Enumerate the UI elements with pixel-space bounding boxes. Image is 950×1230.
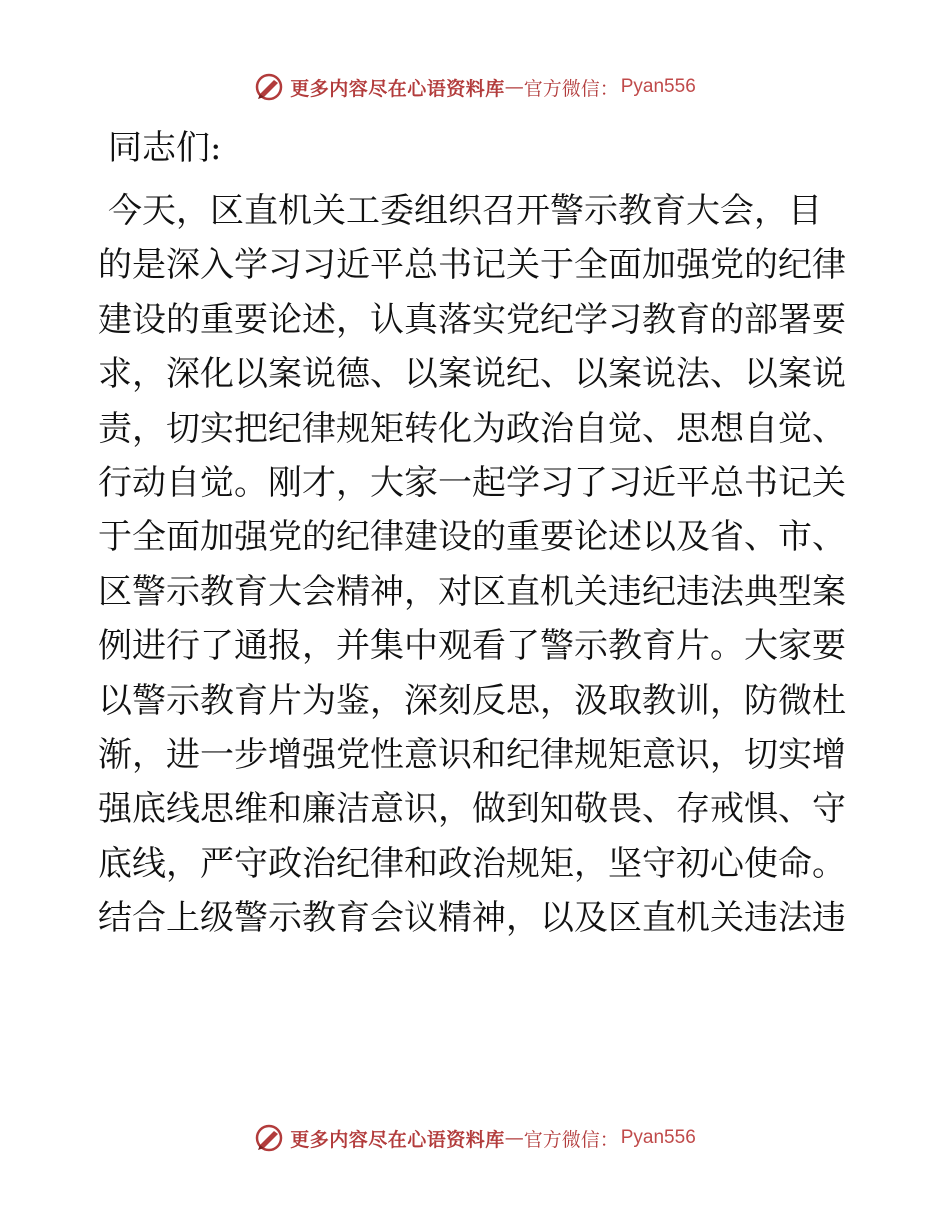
paragraph-line: 以警示教育片为鉴，深刻反思，汲取教训，防微杜 — [98, 680, 846, 721]
watermark-wechat-id: Pyan556 — [620, 76, 696, 97]
header-watermark — [0, 72, 950, 102]
paragraph-line: 行动自觉。刚才，大家一起学习了习近平总书记关 — [98, 462, 846, 503]
watermark-separator: — — [504, 1127, 524, 1149]
watermark-brand: 更多内容尽在心语资料库 — [290, 1128, 505, 1151]
watermark-label: 官方微信： — [523, 77, 619, 100]
paragraph-line: 底线，严守政治纪律和政治规矩，坚守初心使命。 — [98, 843, 846, 884]
paragraph-line: 今天，区直机关工委组织召开警示教育大会，目 — [108, 191, 822, 231]
paragraph-line: 结合上级警示教育会议精神，以及区直机关违法违 — [98, 898, 846, 939]
watermark-brand: 更多内容尽在心语资料库 — [290, 77, 505, 100]
paragraph-line: 渐，进一步增强党性意识和纪律规矩意识，切实增 — [98, 734, 846, 775]
watermark-wechat-id: Pyan556 — [620, 1127, 696, 1148]
red-pen-logo-icon — [254, 1123, 284, 1153]
paragraph-line: 求，深化以案说德、以案说纪、以案说法、以案说 — [98, 354, 846, 395]
paragraph-line: 建设的重要论述，认真落实党纪学习教育的部署要 — [98, 299, 846, 340]
salutation: 同志们: — [108, 128, 222, 168]
paragraph-line: 于全面加强党的纪律建设的重要论述以及省、市、 — [98, 517, 846, 558]
paragraph-line: 区警示教育大会精神，对区直机关违纪违法典型案 — [98, 571, 846, 612]
paragraph-line: 的是深入学习习近平总书记关于全面加强党的纪律 — [98, 245, 846, 286]
watermark-label: 官方微信： — [523, 1128, 619, 1151]
red-pen-logo-icon — [254, 72, 284, 102]
watermark-separator: — — [504, 76, 524, 98]
paragraph-line: 例进行了通报，并集中观看了警示教育片。大家要 — [98, 626, 846, 667]
document-body — [98, 122, 858, 945]
paragraph-line: 责，切实把纪律规矩转化为政治自觉、思想自觉、 — [98, 408, 846, 449]
footer-watermark — [0, 1123, 950, 1153]
paragraph-line: 强底线思维和廉洁意识，做到知敬畏、存戒惧、守 — [98, 789, 846, 830]
